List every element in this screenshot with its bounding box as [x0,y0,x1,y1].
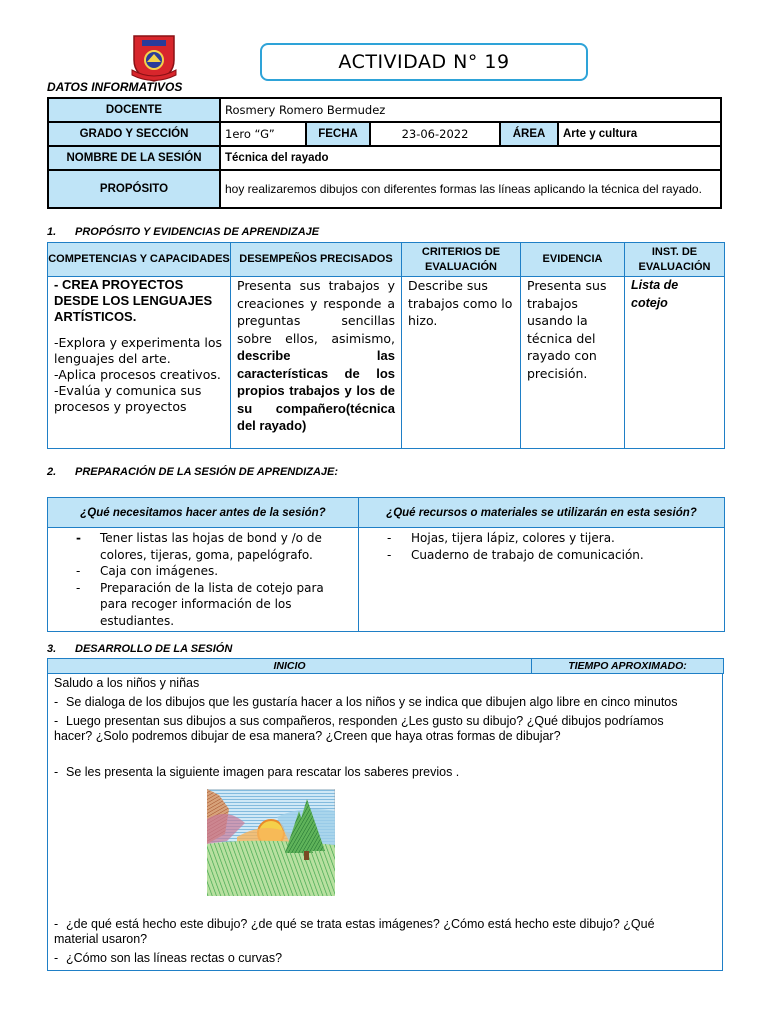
dialogue-line: - Se dialoga de los dibujos que les gustaría hacer a los niños y se indica que dibujen algo libre en cinco minutos [54,695,678,709]
capacidad-item: -Explora y experimenta los lenguajes del arte. [54,335,223,366]
list-item: - Hojas, tijera lápiz, colores y tijera. [387,531,615,545]
lines-question: - ¿Cómo son las líneas rectas o curvas? [54,951,283,965]
antes-sesion-cell [48,528,359,632]
desempenos-cell [231,277,402,449]
info-table [47,97,722,209]
sesion-value: Técnica del rayado [220,146,721,170]
proposito-label: PROPÓSITO [48,170,220,208]
header-inicio: INICIO [48,659,532,674]
image-intro-line: - Se les presenta la siguiente imagen para rescatar los saberes previos . [54,765,460,779]
datos-informativos-heading: DATOS INFORMATIVOS [47,80,183,94]
header-desempenos: DESEMPEÑOS PRECISADOS [231,243,402,277]
competencias-table [47,242,725,449]
saludo-line: Saludo a los niños y niñas [54,676,200,690]
header-antes-sesion: ¿Qué necesitamos hacer antes de la sesión? [48,498,359,528]
rayado-drawing-image [207,789,335,896]
capacidad-item: -Aplica procesos creativos. [54,367,221,382]
list-item: - Caja con imágenes. [76,564,219,578]
section-1-number: 1. [47,226,57,238]
area-value: Arte y cultura [558,122,721,146]
grado-value: 1ero “G” [220,122,306,146]
instrumento-cell: Lista de cotejo [625,277,725,449]
list-item: - Preparación de la lista de cotejo para para recoger información de los estudiantes. [76,580,324,628]
section-3-number: 3. [47,643,57,655]
header-evidencia: EVIDENCIA [521,243,625,277]
proposito-value: hoy realizaremos dibujos con diferentes formas las líneas aplicando la técnica del rayado. [220,170,721,208]
presentation-line-cont: hacer? ¿Solo podremos dibujar de esa manera? ¿Creen que haya otras formas de dibujar? [54,729,561,743]
grado-label: GRADO Y SECCIÓN [48,122,220,146]
question-line: - ¿de qué está hecho este dibujo? ¿de qué se trata estas imágenes? ¿Cómo está hecho este dibujo? ¿Qué [54,917,655,931]
section-3-heading [47,643,232,655]
header-tiempo: TIEMPO APROXIMADO: [532,659,724,674]
list-item: - Cuaderno de trabajo de comunicación. [387,547,644,562]
header-competencias: COMPETENCIAS Y CAPACIDADES [48,243,231,277]
school-crest-logo [130,30,178,82]
sesion-label: NOMBRE DE LA SESIÓN [48,146,220,170]
activity-title: ACTIVIDAD N° 19 [260,43,588,81]
desempeno-text: Presenta sus trabajos y creaciones y responde a preguntas sencillas sobre ellos, asimismo, [237,278,395,346]
fecha-label: FECHA [306,122,370,146]
question-line-cont: material usaron? [54,932,148,946]
section-3-title: DESARROLLO DE LA SESIÓN [75,643,233,655]
desarrollo-header-table [47,658,724,674]
presentation-line: - Luego presentan sus dibujos a sus compañeros, responden ¿Les gusto su dibujo? ¿Qué dibujos podríamos [54,714,664,728]
recursos-cell [359,528,725,632]
area-label: ÁREA [500,122,558,146]
fecha-value: 23-06-2022 [370,122,500,146]
capacidad-item: -Evalúa y comunica sus procesos y proyectos [54,383,202,414]
evidencia-cell: Presenta sus trabajos usando la técnica del rayado con precisión. [521,277,625,449]
section-1-title: PROPÓSITO Y EVIDENCIAS DE APRENDIZAJE [75,226,320,238]
section-2-heading [47,466,338,478]
desempeno-bold-text: describe las características de los propios trabajos y los de su compañero(técnica del rayado) [237,348,395,433]
section-2-title: PREPARACIÓN DE LA SESIÓN DE APRENDIZAJE: [75,466,339,478]
list-item: - Tener listas las hojas de bond y /o de colores, tijeras, goma, papelógrafo. [76,531,322,562]
competencia-title: - CREA PROYECTOS DESDE LOS LENGUAJES ARTÍSTICOS. [54,277,213,324]
docente-value: Rosmery Romero Bermudez [220,98,721,122]
preparacion-table [47,497,725,632]
docente-label: DOCENTE [48,98,220,122]
criterio-cell: Describe sus trabajos como lo hizo. [402,277,521,449]
section-2-number: 2. [47,466,57,478]
header-recursos: ¿Qué recursos o materiales se utilizarán en esta sesión? [359,498,725,528]
header-criterios: CRITERIOS DE EVALUACIÓN [402,243,521,277]
header-instrumento: INST. DE EVALUACIÓN [625,243,725,277]
competencias-cell [48,277,231,449]
section-1-heading [47,226,319,238]
